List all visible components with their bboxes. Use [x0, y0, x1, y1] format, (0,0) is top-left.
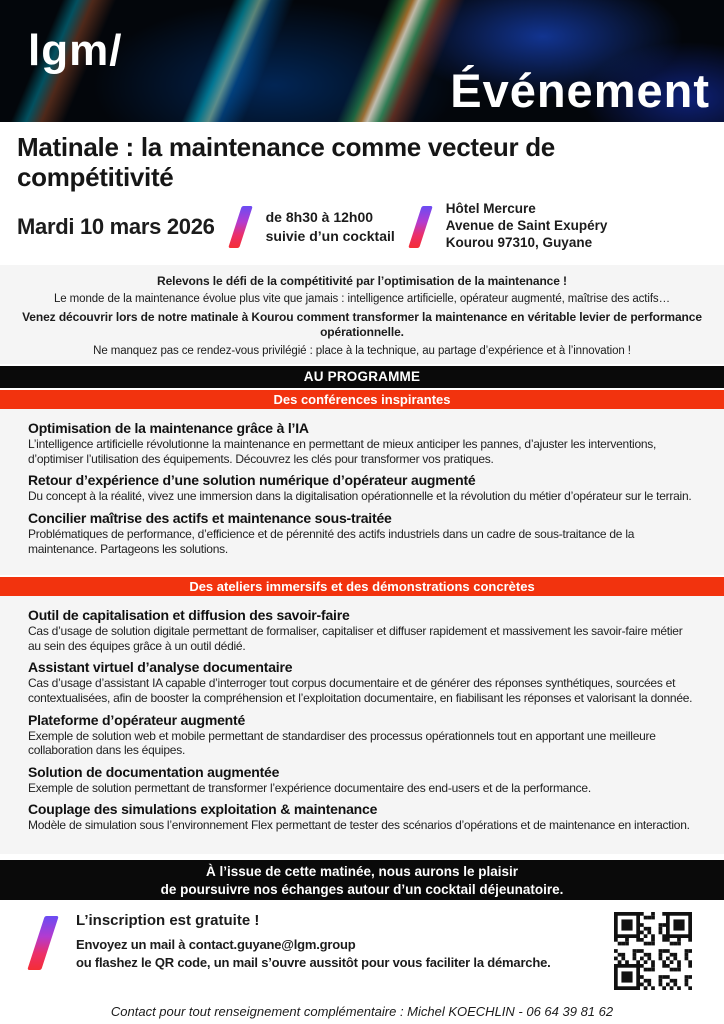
program-item: [28, 607, 696, 653]
intro-headline: Relevons le défi de la compétitivité par l’optimisation de la maintenance !: [157, 274, 567, 288]
banner-title: Événement: [450, 64, 710, 117]
section-bar-ateliers: Des ateliers immersifs et des démonstrations concrètes: [0, 577, 724, 596]
program-item-title: Optimisation de la maintenance grâce à l’IA: [28, 420, 309, 436]
contact-info: Contact pour tout renseignement complémentaire : Michel KOECHLIN - 06 64 39 81 62: [110, 1004, 614, 1019]
gradient-slash-icon: [408, 206, 433, 248]
event-date: Mardi 10 mars 2026: [17, 213, 215, 239]
program-item: [28, 764, 696, 796]
program-item: [28, 472, 696, 504]
program-item-description: Du concept à la réalité, vivez une immersion dans la digitalisation opérationnelle et la révolution du métier d’opérateur sur le terrain.: [28, 489, 692, 504]
program-item-title: Retour d’expérience d’une solution numérique d’opérateur augmenté: [28, 472, 476, 489]
event-info-row: [17, 201, 706, 252]
intro-paragraph-1: Le monde de la maintenance évolue plus vite que jamais : intelligence artificielle, opérateur augmenté, maîtrise des actifs…: [54, 293, 670, 306]
program-item-title: Outil de capitalisation et diffusion des savoir-faire: [28, 607, 350, 623]
program-header-bar: AU PROGRAMME: [0, 366, 724, 388]
event-venue: [446, 201, 608, 252]
qr-code: [614, 912, 692, 990]
venue-line2: Avenue de Saint Exupéry: [445, 218, 608, 234]
program-item: [28, 659, 696, 705]
program-item: [28, 712, 696, 758]
header-banner: [0, 0, 724, 122]
intro-paragraph-3: Ne manquez pas ce rendez-vous privilégié : place à la technique, au partage d’expérience et à l’innovation !: [93, 344, 631, 357]
registration-line2: ou flashez le QR code, un mail s’ouvre aussitôt pour vous faciliter la démarche.: [76, 954, 551, 970]
program-item: [28, 510, 696, 556]
event-time: [266, 208, 395, 244]
program-item-description: L’intelligence artificielle révolutionne la maintenance en permettant de mieux anticiper les pannes, d’ajuster les interventions, d’optimiser l’utilisation des équipements. Découvrez les clés pour transformer vos pratiques.: [28, 437, 657, 466]
title-block: [0, 122, 724, 263]
program-item-title: Concilier maîtrise des actifs et maintenance sous-traitée: [28, 509, 392, 526]
gradient-slash-icon: [228, 206, 253, 248]
footer: [0, 900, 724, 1019]
program-item-title: Plateforme d’opérateur augmenté: [28, 711, 246, 728]
closing-line2: de poursuivre nos échanges autour d’un cocktail déjeunatoire.: [160, 882, 564, 898]
section-bar-conferences: Des conférences inspirantes: [0, 390, 724, 409]
venue-line1: Hôtel Mercure: [445, 201, 536, 217]
event-time-line2: suivie d’un cocktail: [265, 227, 395, 244]
program-item-title: Assistant virtuel d’analyse documentaire: [28, 659, 293, 676]
registration-row: [24, 912, 700, 990]
program-item-description: Problématiques de performance, d’efficience et de pérennité des actifs industriels dans un cadre de sous-traitance de la maintenance. Partageons les solutions.: [28, 526, 635, 556]
program-item-description: Cas d’usage de solution digitale permettant de formaliser, capitaliser et diffuser rapidement et massivement les savoir-faire métier au sein des équipes grâce à un outil dédié.: [28, 624, 683, 653]
closing-line1: À l’issue de cette matinée, nous aurons le plaisir: [205, 864, 519, 879]
section-conferences: [0, 409, 724, 575]
lgm-logo: lgm/: [28, 26, 123, 75]
program-item-description: Cas d’usage d’assistant IA capable d’interroger tout corpus documentaire et de générer des réponses synthétiques, sourcées et contextualisées, afin de booster la compréhension et l’exploitation documentaire, en fiabilisant les réponses et valorisant la donnée.: [28, 676, 693, 705]
program-item: [28, 801, 696, 833]
program-item-description: Exemple de solution permettant de transformer l’expérience documentaire des end-users et de la performance.: [28, 780, 591, 795]
registration-text: [76, 912, 614, 971]
registration-headline: L’inscription est gratuite !: [76, 912, 260, 929]
section-ateliers: [0, 596, 724, 854]
gradient-slash-icon: [27, 916, 59, 970]
venue-line3: Kourou 97310, Guyane: [445, 235, 593, 251]
program-item: [28, 420, 696, 466]
program-item-description: Modèle de simulation sous l’environnement Flex permettant de tester des scénarios d’opérations et de maintenance en interaction.: [28, 818, 690, 833]
registration-line1: Envoyez un mail à contact.guyane@lgm.group: [76, 937, 356, 952]
closing-banner: [0, 860, 724, 900]
program-item-title: Solution de documentation augmentée: [28, 763, 280, 780]
intro-box: [0, 265, 724, 364]
program-item-description: Exemple de solution web et mobile permettant de standardiser des processus opérationnels tout en apportant une meilleure collaboration dans les équipes.: [28, 728, 656, 758]
event-time-line1: de 8h30 à 12h00: [265, 209, 374, 226]
intro-paragraph-2: Venez découvrir lors de notre matinale à Kourou comment transformer la maintenance en véritable levier de performance opérationnelle.: [22, 310, 702, 340]
page-title: Matinale : la maintenance comme vecteur de compétitivité: [17, 132, 555, 193]
program-item-title: Couplage des simulations exploitation & maintenance: [28, 801, 378, 818]
